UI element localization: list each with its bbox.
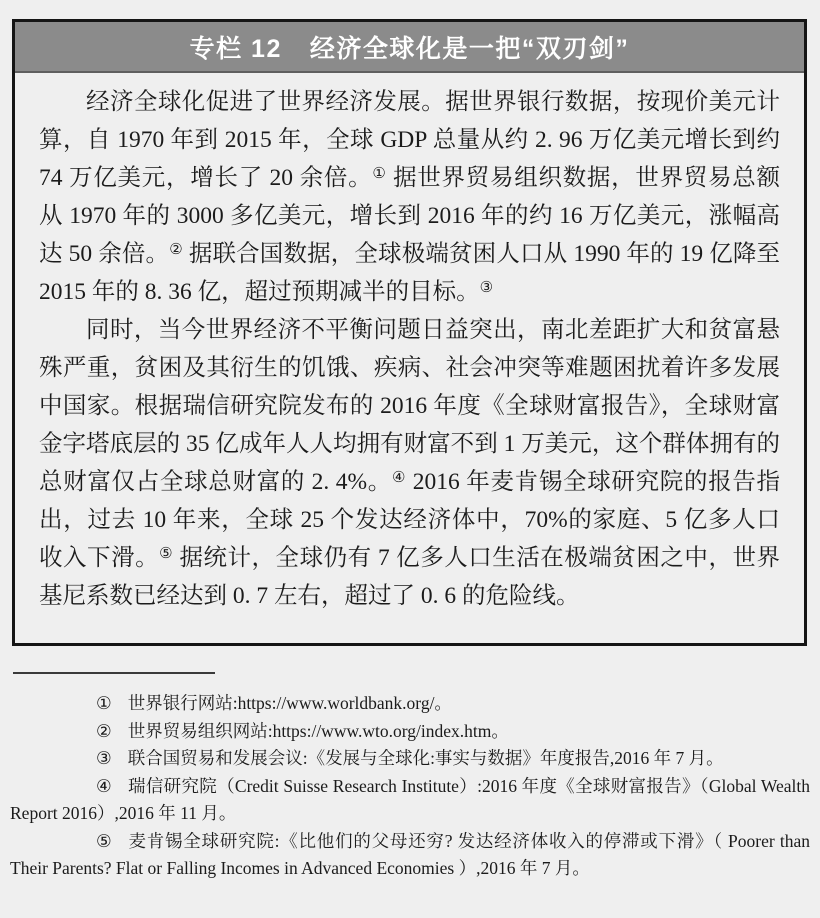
footnote-separator <box>13 672 215 674</box>
footnote-ref: ④ <box>392 470 407 486</box>
footnote-text: 麦肯锡全球研究院:《比他们的父母还穷? 发达经济体收入的停滞或下滑》（ Poorer than Their Parents? Flat or Falling Incomes in Advanced Economies ）,2016 年 7 月。 <box>10 830 810 878</box>
body-text: 据统计，全球仍有 7 亿多人口生活在极端贫困之中，世界基尼系数已经达到 0. 7 左右，超过了 0. 6 的危险线。 <box>39 545 780 609</box>
footnote <box>10 690 810 718</box>
footnote-text: 世界贸易组织网站:https://www.wto.org/index.htm。 <box>127 720 509 741</box>
footnote-text: 瑞信研究院（Credit Suisse Research Institute）:2016 年度《全球财富报告》（Global Wealth Report 2016）,2016 年 11 月。 <box>10 775 810 823</box>
footnote <box>10 828 810 883</box>
footnote-marker: ④ <box>96 775 113 796</box>
footnotes <box>10 690 810 883</box>
body-text: 经济全球化促进了世界经济发展。据世界银行数据，按现价美元计算，自 1970 年到 2015 年，全球 GDP 总量从约 2. 96 万亿美元增长到约 74 万亿美元，增长了 20 余倍。 <box>39 89 780 191</box>
footnote-ref: ⑤ <box>159 546 174 562</box>
footnote-marker: ③ <box>96 748 112 768</box>
footnote-text: 世界银行网站:https://www.worldbank.org/。 <box>127 693 452 713</box>
column-box <box>12 19 807 646</box>
footnote-marker: ① <box>96 693 112 713</box>
body-text: 同时，当今世界经济不平衡问题日益突出，南北差距扩大和贫富悬殊严重，贫困及其衍生的饥饿、疾病、社会冲突等难题困扰着许多发展中国家。根据瑞信研究院发布的 2016 年度《全球财富报告》，全球财富金字塔底层的 35 亿成年人人均拥有财富不到 1 万美元，这个群体拥有的总财富仅占全球总财富的 2. 4%。 <box>39 317 780 495</box>
footnote <box>10 773 810 828</box>
footnote-marker: ⑤ <box>96 830 113 851</box>
footnote-ref: ② <box>169 242 183 258</box>
column-title: 经济全球化是一把“双刃剑” <box>309 34 630 63</box>
footnote <box>10 718 810 746</box>
body-text: 2016 年麦肯锡全球研究院的报告指出，过去 10 年来，全球 25 个发达经济体中，70%的家庭、5 亿多人口收入下滑。 <box>39 469 781 571</box>
column-label: 专栏 12 <box>189 34 282 63</box>
column-box-body <box>15 73 804 643</box>
footnote-text: 联合国贸易和发展会议:《发展与全球化:事实与数据》年度报告,2016 年 7 月。 <box>127 748 724 768</box>
body-text: 据世界贸易组织数据，世界贸易总额从 1970 年的 3000 多亿美元，增长到 2016 年的约 16 万亿美元，涨幅高达 50 余倍。 <box>39 165 781 267</box>
footnote <box>10 745 810 773</box>
body-paragraph <box>39 311 780 615</box>
body-paragraph <box>39 83 780 311</box>
footnote-marker: ② <box>96 720 112 741</box>
column-box-header <box>15 22 804 73</box>
footnote-ref: ① <box>372 166 387 182</box>
footnote-ref: ③ <box>479 280 494 296</box>
book-page <box>0 19 820 918</box>
body-text: 据联合国数据，全球极端贫困人口从 1990 年的 19 亿降至 2015 年的 8. 36 亿，超过预期减半的目标。 <box>39 241 781 305</box>
